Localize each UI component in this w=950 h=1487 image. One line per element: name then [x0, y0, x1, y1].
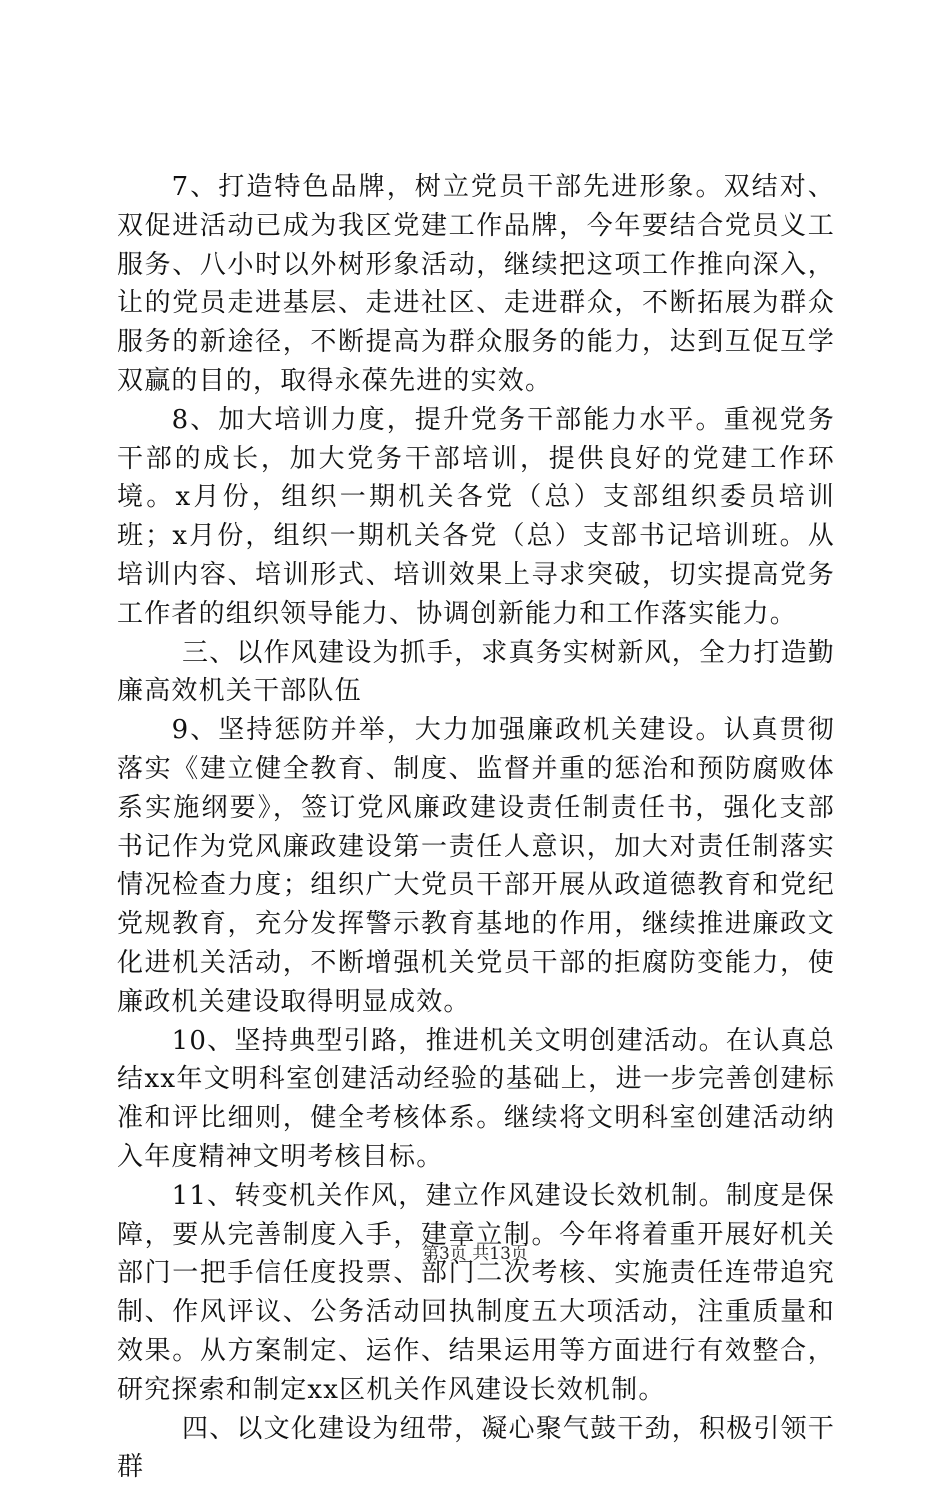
section-heading-four: 四、以文化建设为纽带，凝心聚气鼓干劲，积极引领干群 — [117, 1410, 835, 1487]
document-body — [117, 168, 835, 1487]
paragraph-item-7: 7、打造特色品牌，树立党员干部先进形象。双结对、双促进活动已成为我区党建工作品牌，今年要结合党员义工服务、八小时以外树形象活动，继续把这项工作推向深入，让的党员走进基层、走进社区、走进群众，不断拓展为群众服务的新途径，不断提高为群众服务的能力，达到互促互学双赢的目的，取得永葆先进的实效。 — [117, 168, 835, 401]
paragraph-item-10: 10、坚持典型引路，推进机关文明创建活动。在认真总结xx年文明科室创建活动经验的基础上，进一步完善创建标准和评比细则，健全考核体系。继续将文明科室创建活动纳入年度精神文明考核目标。 — [117, 1022, 835, 1177]
paragraph-item-8: 8、加大培训力度，提升党务干部能力水平。重视党务干部的成长，加大党务干部培训，提供良好的党建工作环境。x月份，组织一期机关各党（总）支部组织委员培训班；x月份，组织一期机关各党（总）支部书记培训班。从培训内容、培训形式、培训效果上寻求突破，切实提高党务工作者的组织领导能力、协调创新能力和工作落实能力。 — [117, 401, 835, 634]
paragraph-item-9: 9、坚持惩防并举，大力加强廉政机关建设。认真贯彻落实《建立健全教育、制度、监督并重的惩治和预防腐败体系实施纲要》，签订党风廉政建设责任制责任书，强化支部书记作为党风廉政建设第一责任人意识，加大对责任制落实情况检查力度；组织广大党员干部开展从政道德教育和党纪党规教育，充分发挥警示教育基地的作用，继续推进廉政文化进机关活动，不断增强机关党员干部的拒腐防变能力，使廉政机关建设取得明显成效。 — [117, 711, 835, 1021]
paragraph-item-11: 11、转变机关作风，建立作风建设长效机制。制度是保障，要从完善制度入手，建章立制。今年将着重开展好机关部门一把手信任度投票、部门二次考核、实施责任连带追究制、作风评议、公务活动回执制度五大项活动，注重质量和效果。从方案制定、运作、结果运用等方面进行有效整合，研究探索和制定xx区机关作风建设长效机制。 — [117, 1177, 835, 1410]
section-heading-three: 三、以作风建设为抓手，求真务实树新风，全力打造勤廉高效机关干部队伍 — [117, 634, 835, 712]
page-number-footer: 第3页 共13页 — [0, 1242, 950, 1266]
